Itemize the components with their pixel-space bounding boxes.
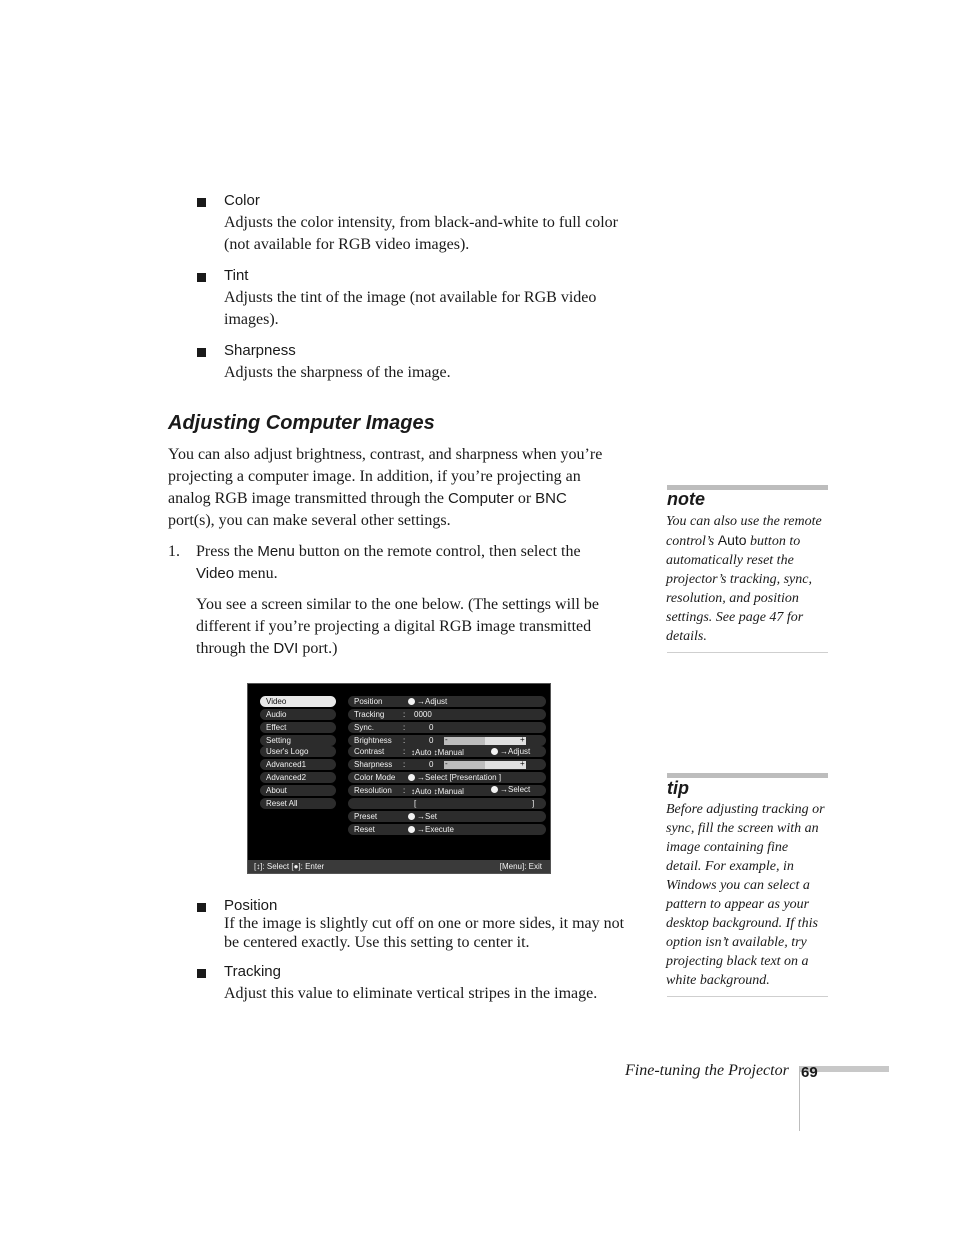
setting-separator: : [403, 760, 406, 769]
setting-label: Position [354, 697, 383, 706]
slider-minus: - [445, 735, 448, 744]
enter-icon [408, 826, 415, 833]
intro-text: or [513, 490, 536, 507]
note-body [666, 512, 831, 646]
note-line: projector’s tracking, sync, [666, 572, 812, 587]
setting-label: Sharpness [354, 760, 393, 769]
bullet-desc: Adjusts the tint of the image (not available for RGB video [224, 289, 597, 306]
setting-value-text: ↕Auto ↕Manual [411, 787, 464, 796]
brightness-slider [444, 737, 526, 745]
desc-line [196, 638, 337, 660]
intro-line: projecting a computer image. In addition, if you’re projecting an [168, 468, 581, 485]
setting-value [491, 746, 530, 757]
enter-icon [408, 813, 415, 820]
footer-exit: [Menu]: Exit [499, 862, 542, 871]
bullet-marker [197, 273, 206, 282]
setting-label: Brightness [354, 736, 392, 745]
menu-item-setting: Setting [260, 735, 336, 746]
bullet-desc: be centered exactly. Use this setting to center it. [224, 934, 530, 951]
bullet-marker [197, 348, 206, 357]
chapter-title: Fine-tuning the Projector [625, 1062, 789, 1079]
bullet-desc: If the image is slightly cut off on one or more sides, it may not [224, 915, 625, 932]
step-text: menu. [234, 565, 278, 582]
bullet-marker [197, 969, 206, 978]
bullet-term-color: Color [224, 192, 260, 209]
tip-line: desktop background. If this [666, 916, 818, 931]
tip-line: Before adjusting tracking or [666, 802, 825, 817]
tip-line: pattern to appear as your [666, 897, 810, 912]
step-number: 1. [168, 543, 180, 560]
setting-value-text: ↕Auto ↕Manual [411, 748, 464, 757]
menu-item-reset-all: Reset All [260, 798, 336, 809]
footer-select-enter: [↕]: Select [●]: Enter [254, 862, 325, 871]
menu-item-users-logo: User's Logo [260, 746, 336, 757]
tip-line: white background. [666, 973, 770, 988]
note-line: details. [666, 629, 707, 644]
sharpness-slider-fill [444, 761, 485, 769]
setting-value-text: →Select [500, 785, 531, 794]
setting-value-text: 0000 [414, 710, 432, 719]
brightness-slider-fill [444, 737, 485, 745]
note-line: You can also use the remote [666, 514, 822, 529]
menu-footer-bar [248, 860, 550, 873]
tip-top-rule [667, 773, 828, 778]
tip-line: Windows you can select a [666, 878, 810, 893]
desc-text: port.) [298, 640, 338, 657]
enter-icon [491, 748, 498, 755]
step-text: button on the remote control, then select the [294, 543, 581, 560]
setting-value-text: →Select [Presentation ] [417, 773, 502, 782]
desc-line: You see a screen similar to the one below. (The settings will be [196, 596, 600, 613]
bullet-term-tracking: Tracking [224, 963, 281, 980]
section-heading: Adjusting Computer Images [168, 412, 435, 434]
tip-bottom-rule [667, 996, 828, 997]
bullet-desc: Adjusts the sharpness of the image. [224, 364, 451, 381]
menu-item-video: Video [260, 696, 336, 707]
menu-item-advanced2: Advanced2 [260, 772, 336, 783]
bullet-term-position: Position [224, 897, 278, 914]
setting-value-text: →Set [417, 812, 438, 821]
slider-plus: + [520, 735, 525, 744]
menu-item-effect: Effect [260, 722, 336, 733]
note-line [666, 531, 831, 551]
bnc-port-term: BNC [535, 490, 567, 507]
desc-text: through the [196, 640, 274, 657]
setting-row-sync [348, 722, 546, 733]
note-text: button to [746, 534, 801, 549]
setting-separator: : [403, 723, 406, 732]
setting-separator: : [403, 710, 406, 719]
setting-value-text: →Execute [417, 825, 454, 834]
video-menu-term: Video [196, 565, 235, 582]
setting-value-text: →Adjust [500, 747, 531, 756]
bullet-desc: (not available for RGB video images). [224, 236, 470, 253]
desc-line: different if you’re projecting a digital RGB image transmitted [196, 618, 592, 635]
step-line [196, 541, 581, 563]
menu-item-about: About [260, 785, 336, 796]
setting-value-text: 0 [429, 760, 434, 769]
page-number: 69 [801, 1064, 818, 1081]
intro-text: analog RGB image transmitted through the [168, 490, 448, 507]
bullet-desc: images). [224, 311, 279, 328]
step-text: Press the [196, 543, 258, 560]
tip-line: image containing fine [666, 840, 789, 855]
slider-plus: + [520, 759, 525, 768]
enter-icon [491, 786, 498, 793]
setting-label: Contrast [354, 747, 385, 756]
intro-line: You can also adjust brightness, contrast, and sharpness when you’re [168, 446, 603, 463]
tip-title: tip [667, 778, 689, 798]
note-bottom-rule [667, 652, 828, 653]
setting-separator: : [403, 747, 406, 756]
setting-bracket: ] [532, 799, 535, 808]
note-text: control’s [666, 534, 718, 549]
bullet-term-sharpness: Sharpness [224, 342, 296, 359]
computer-port-term: Computer [447, 490, 514, 507]
setting-label: Reset [354, 825, 375, 834]
setting-value-text: 0 [429, 736, 434, 745]
dvi-port-term: DVI [273, 640, 299, 657]
bullet-marker [197, 903, 206, 912]
tip-line: option isn’t available, try [666, 935, 807, 950]
enter-icon [408, 698, 415, 705]
tip-line: detail. For example, in [666, 859, 794, 874]
setting-row-resolution-value [348, 798, 546, 809]
note-line: resolution, and position [666, 591, 799, 606]
note-line: settings. See page 47 for [666, 610, 804, 625]
intro-line: port(s), you can make several other settings. [168, 512, 451, 529]
setting-value-text: 0 [429, 723, 434, 732]
setting-value [408, 824, 454, 835]
setting-label: Tracking [354, 710, 385, 719]
setting-label: Preset [354, 812, 378, 821]
bullet-desc: Adjust this value to eliminate vertical stripes in the image. [224, 985, 598, 1002]
enter-icon [408, 774, 415, 781]
tip-line: projecting black text on a [666, 954, 809, 969]
setting-separator: : [403, 786, 406, 795]
setting-value [408, 811, 437, 822]
tip-line: sync, fill the screen with an [666, 821, 819, 836]
setting-value-text: →Adjust [417, 697, 448, 706]
setting-label: Color Mode [354, 773, 396, 782]
sharpness-slider [444, 761, 526, 769]
bullet-marker [197, 198, 206, 207]
setting-row-preset [348, 811, 546, 822]
projector-menu-screenshot [247, 683, 551, 874]
note-line: automatically reset the [666, 553, 794, 568]
menu-item-audio: Audio [260, 709, 336, 720]
setting-label: Sync. [354, 723, 375, 732]
setting-label: Resolution [354, 786, 392, 795]
setting-separator: : [403, 736, 406, 745]
intro-line [168, 488, 567, 510]
setting-value [491, 784, 530, 795]
step-line [196, 563, 278, 585]
setting-value [408, 696, 447, 707]
note-title: note [667, 489, 705, 509]
setting-value [408, 772, 501, 783]
setting-row-tracking [348, 709, 546, 720]
bullet-term-tint: Tint [224, 267, 249, 284]
tip-body [666, 800, 831, 990]
page-footer-rule [799, 1066, 800, 1131]
slider-minus: - [445, 759, 448, 768]
auto-button-term: Auto [717, 532, 747, 548]
bullet-desc: Adjusts the color intensity, from black-and-white to full color [224, 214, 618, 231]
setting-bracket: [ [414, 799, 417, 808]
menu-item-advanced1: Advanced1 [260, 759, 336, 770]
menu-button-term: Menu [257, 543, 295, 560]
